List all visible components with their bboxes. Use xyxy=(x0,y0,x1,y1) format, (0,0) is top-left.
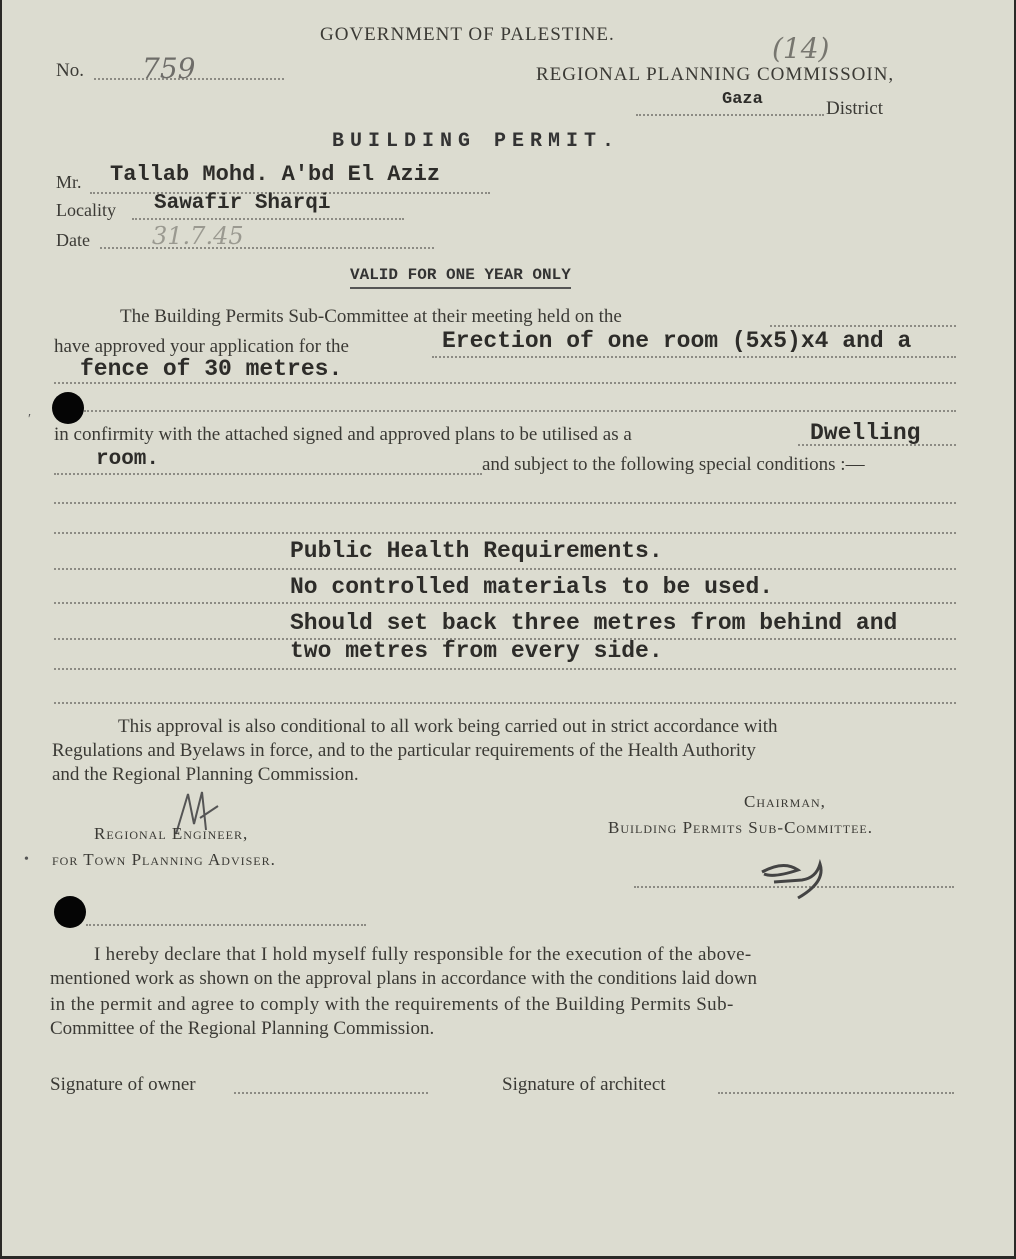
no-value: 759 xyxy=(142,52,196,85)
utilised-value-2: room. xyxy=(96,448,160,471)
margin-bullet: • xyxy=(24,852,29,867)
approval-line-3: and the Regional Planning Commission. xyxy=(52,764,359,785)
utilised-dotted-line-2 xyxy=(54,473,482,475)
approval-line-2: Regulations and Byelaws in force, and to the particular requirements of the Health Authority xyxy=(52,740,756,761)
blank-dotted-line-3 xyxy=(54,532,956,534)
blank-dotted-line-1 xyxy=(84,410,956,412)
district-label: District xyxy=(826,98,883,119)
declaration-line-4: Committee of the Regional Planning Commission. xyxy=(50,1018,435,1039)
valid-notice: VALID FOR ONE YEAR ONLY xyxy=(350,266,571,289)
locality-value: Sawafir Sharqi xyxy=(154,192,331,215)
condition-1: Public Health Requirements. xyxy=(290,538,663,564)
district-dotted-line xyxy=(636,114,824,116)
folio-number: (14) xyxy=(772,32,830,65)
meeting-dotted-line xyxy=(770,325,956,327)
approval-line-1: This approval is also conditional to all work being carried out in strict accordance with xyxy=(118,716,778,737)
approved-value-line-2: fence of 30 metres. xyxy=(80,356,343,382)
utilised-value-1: Dwelling xyxy=(810,420,921,446)
date-label: Date xyxy=(56,230,90,250)
architect-signature-line xyxy=(718,1092,954,1094)
district-value: Gaza xyxy=(722,90,763,109)
approved-text: have approved your application for the xyxy=(54,336,349,357)
no-label: No. xyxy=(56,60,84,81)
architect-signature-label: Signature of architect xyxy=(502,1074,666,1095)
chairman-title-1: Chairman, xyxy=(744,792,826,811)
blank-dotted-line-5 xyxy=(86,924,366,926)
approved-dotted-line-2 xyxy=(54,382,956,384)
chairman-title-2: Building Permits Sub-Committee. xyxy=(608,818,873,837)
condition-dotted-line-1 xyxy=(54,568,956,570)
meeting-text: The Building Permits Sub-Committee at their meeting held on the xyxy=(120,306,622,327)
locality-label: Locality xyxy=(56,200,116,220)
government-heading: GOVERNMENT OF PALESTINE. xyxy=(320,24,615,45)
date-value: 31.7.45 xyxy=(152,222,244,250)
condition-dotted-line-4 xyxy=(54,668,956,670)
owner-signature-line xyxy=(234,1092,428,1094)
engineer-title-2: for Town Planning Adviser. xyxy=(52,850,276,869)
approved-dotted-line-1 xyxy=(432,356,956,358)
chairman-signature xyxy=(754,852,834,902)
document-title: BUILDING PERMIT. xyxy=(332,130,621,153)
approved-value-line-1: Erection of one room (5x5)x4 and a xyxy=(442,328,912,354)
condition-3: Should set back three metres from behind and xyxy=(290,610,898,636)
owner-signature-label: Signature of owner xyxy=(50,1074,196,1095)
permit-document xyxy=(2,0,1014,1256)
engineer-title-1: Regional Engineer, xyxy=(94,824,249,843)
condition-2: No controlled materials to be used. xyxy=(290,574,774,600)
blank-dotted-line-2 xyxy=(54,502,956,504)
punch-hole-upper xyxy=(52,392,84,424)
condition-dotted-line-2 xyxy=(54,602,956,604)
conformity-text: in confirmity with the attached signed and approved plans to be utilised as a xyxy=(54,424,632,445)
margin-mark: ′ xyxy=(28,412,32,427)
punch-hole-lower xyxy=(54,896,86,928)
locality-dotted-line xyxy=(132,218,404,220)
declaration-line-2: mentioned work as shown on the approval plans in accordance with the conditions laid down xyxy=(50,968,758,989)
commission-heading: REGIONAL PLANNING COMMISSOIN, xyxy=(536,64,895,85)
mr-label: Mr. xyxy=(56,172,82,192)
declaration-line-3: in the permit and agree to comply with the requirements of the Building Permits Sub- xyxy=(50,994,734,1015)
date-dotted-line xyxy=(100,247,434,249)
subject-text: and subject to the following special conditions :— xyxy=(482,454,865,475)
declaration-line-1: I hereby declare that I hold myself fully responsible for the execution of the above- xyxy=(94,944,752,965)
mr-value: Tallab Mohd. A'bd El Aziz xyxy=(110,162,441,187)
condition-4: two metres from every side. xyxy=(290,638,663,664)
blank-dotted-line-4 xyxy=(54,702,956,704)
